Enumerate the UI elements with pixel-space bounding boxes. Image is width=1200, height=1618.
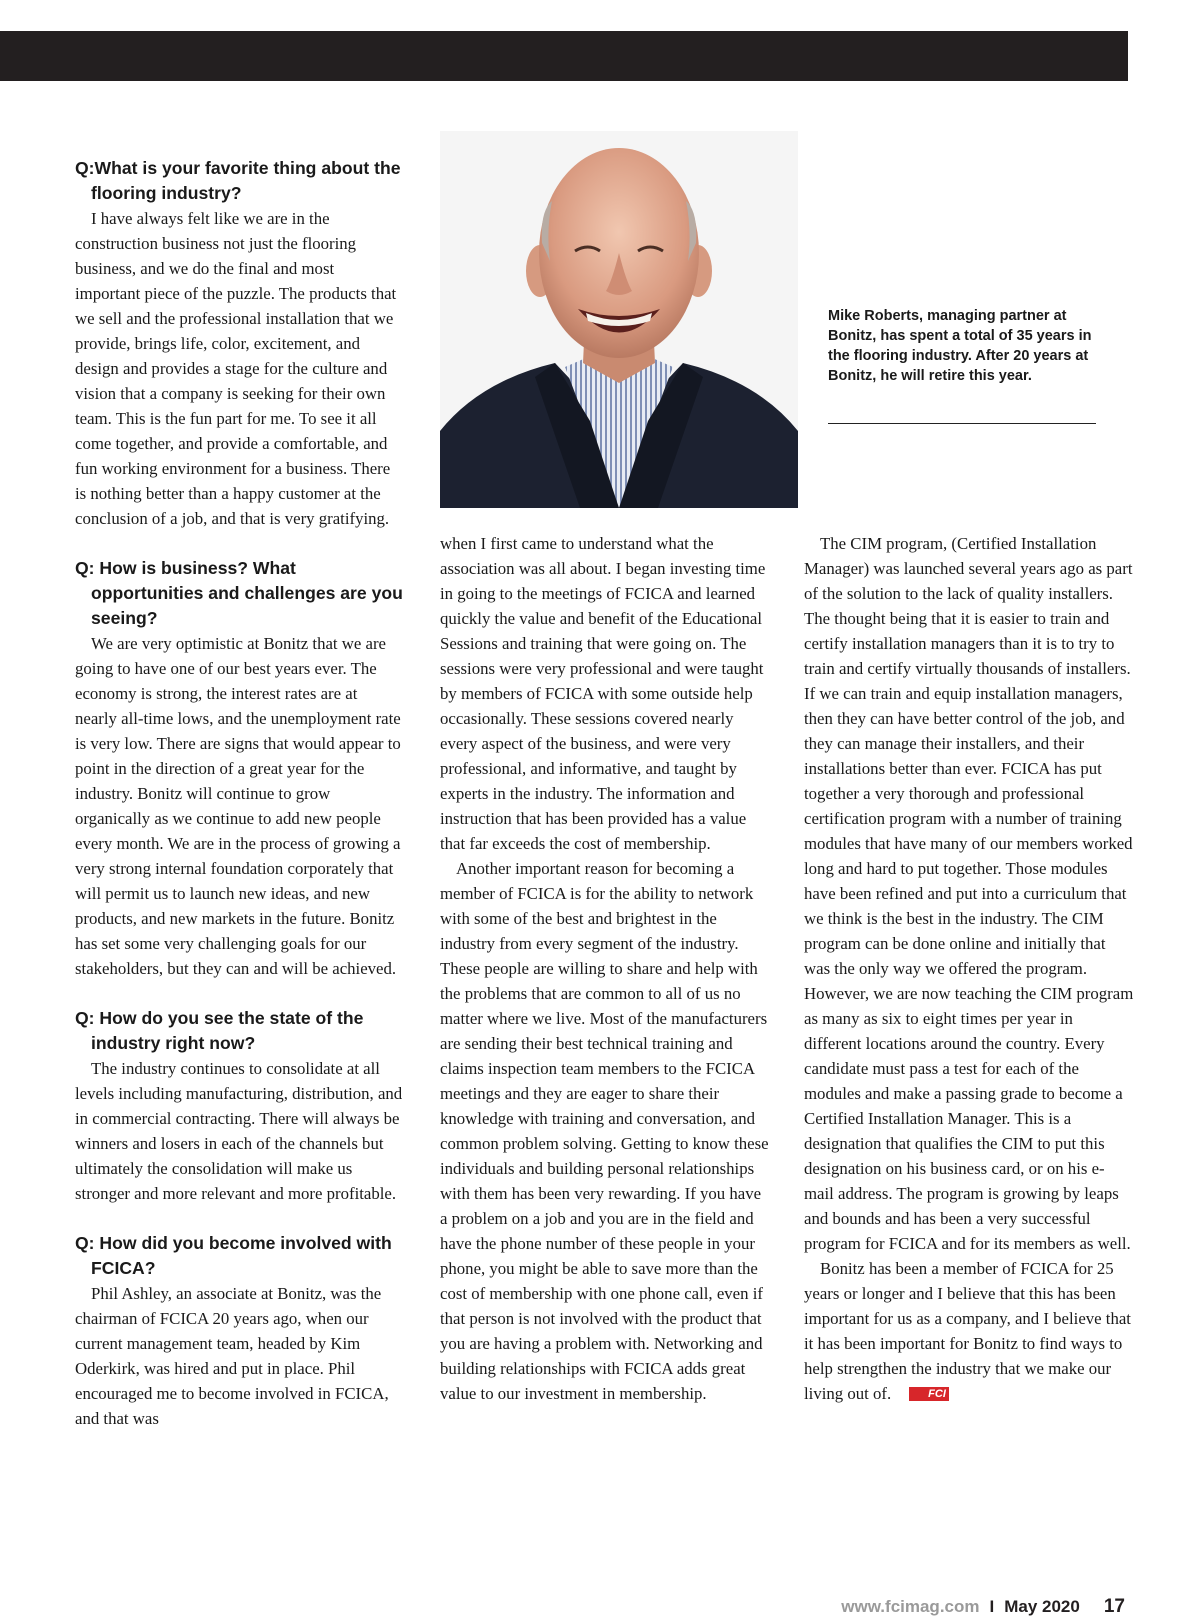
fci-end-mark-logo: FCI (909, 1387, 949, 1401)
question-business: Q: How is business? What opportunities and challenges are you seeing? (75, 558, 403, 628)
footer-date: May 2020 (1004, 1597, 1080, 1616)
answer-favorite-thing: I have always felt like we are in the construction business not just the flooring business, and we do the final and most important piece of the puzzle. The products that we sell and the professional installation that we provide, brings life, color, excitement, and design and provides a stage for the culture and vision that a company is seeking for their own team. This is the fun part for me. To see it all come together, and provide a comfortable, and fun working environment for a business. There is nothing better than a happy customer at the conclusion of a job, and that is very gratifying. (75, 209, 397, 528)
column3-paragraph-2 (804, 1256, 1134, 1406)
question-favorite-thing: Q:What is your favorite thing about the flooring industry? (75, 158, 401, 203)
portrait-illustration (440, 131, 798, 508)
column-2 (440, 531, 770, 1406)
photo-caption: Mike Roberts, managing partner at Bonitz, has spent a total of 35 years in the flooring industry. After 20 years at Bonitz, he will retire this year. (828, 308, 1092, 384)
footer-separator: I (989, 1597, 995, 1616)
header-bar (0, 31, 1128, 81)
column2-paragraph-2: Another important reason for becoming a member of FCICA is for the ability to network with some of the best and brightest in the industry from every segment of the industry. These people are willing to share and help with the problems that are common to all of us no matter where we live. Most of the manufacturers are sending their best technical training and claims inspection team members to the FCICA meetings and they are eager to share their knowledge with training and conversation, and common problem solving. Getting to know these individuals and building personal relationships with them has been very rewarding. If you have a problem on a job and you are in the field and have the phone number of these people in your phone, you might be able to save more than the cost of membership with one phone call, even if that person is not involved with the product that you are having a problem with. Networking and building relationships with FCICA adds great value to our investment in membership. (440, 859, 769, 1403)
page-footer (841, 1596, 1125, 1618)
column2-paragraph-1: when I first came to understand what the association was all about. I began investing time in going to the meetings of FCICA and learned quickly the value and benefit of the Educational Sessions and training that were going on. The sessions were very professional and were taught by members of FCICA with some outside help occasionally. These sessions covered nearly every aspect of the business, and were very professional, and informative, and taught by experts in the industry. The information and instruction that has been provided has a value that far exceeds the cost of membership. (440, 534, 766, 853)
answer-fcica-involvement: Phil Ashley, an associate at Bonitz, was the chairman of FCICA 20 years ago, when our current management team, headed by Kim Oderkirk, was hired and put in place. Phil encouraged me to become involved in FCICA, and that was (75, 1284, 389, 1428)
question-fcica-involvement: Q: How did you become involved with FCICA? (75, 1233, 392, 1278)
question-state-of-industry: Q: How do you see the state of the industry right now? (75, 1008, 364, 1053)
column-1 (75, 156, 403, 1431)
answer-state-of-industry: The industry continues to consolidate at all levels including manufacturing, distribution, and in commercial contracting. There will always be winners and losers in each of the channels but ultimately the consolidation will make us stronger and more relevant and more profitable. (75, 1059, 403, 1203)
page-number: 17 (1103, 1596, 1125, 1617)
column3-paragraph-1: The CIM program, (Certified Installation Manager) was launched several years ago as part of the solution to the lack of quality installers. The thought being that it is easier to train and certify installation managers than it is to try to train and certify virtually thousands of installers. If we can train and equip installation managers, then they can have better control of the job, and they can manage their installers, and their installations better than ever. FCICA has put together a very thorough and professional certification program with a number of training modules that have many of our members worked long and hard to put together. Those modules have been refined and put into a curriculum that we think is the best in the industry. The CIM program can be done online and initially that was the only way we offered the program. However, we are now teaching the CIM program as many as six to eight times per year in different locations around the country. Every candidate must pass a test for each of the modules and make a passing grade to become a Certified Installation Manager. This is a designation that qualifies the CIM to put this designation on his business card, or on his e-mail address. The program is growing by leaps and bounds and has been a very successful program for FCICA and for its members as well. (804, 534, 1134, 1253)
portrait-photo (440, 131, 798, 508)
footer-url[interactable]: www.fcimag.com (841, 1597, 980, 1616)
column3-paragraph-2-text: Bonitz has been a member of FCICA for 25 years or longer and I believe that this has been important for us as a company, and I believe that it has been important for Bonitz to find ways to help strengthen the industry that we make our living out of. (804, 1259, 1131, 1403)
answer-business: We are very optimistic at Bonitz that we are going to have one of our best years ever. The economy is strong, the interest rates are at nearly all-time lows, and the unemployment rate is very low. There are signs that would appear to point in the direction of a great year for the industry. Bonitz will continue to grow organically as we continue to add new people every month. We are in the process of growing a very strong internal foundation corporately that will permit us to launch new ideas, and new products, and new markets in the future. Bonitz has set some very challenging goals for our stakeholders, but they can and will be achieved. (75, 634, 401, 978)
column-3 (804, 531, 1134, 1406)
caption-divider (828, 423, 1096, 424)
